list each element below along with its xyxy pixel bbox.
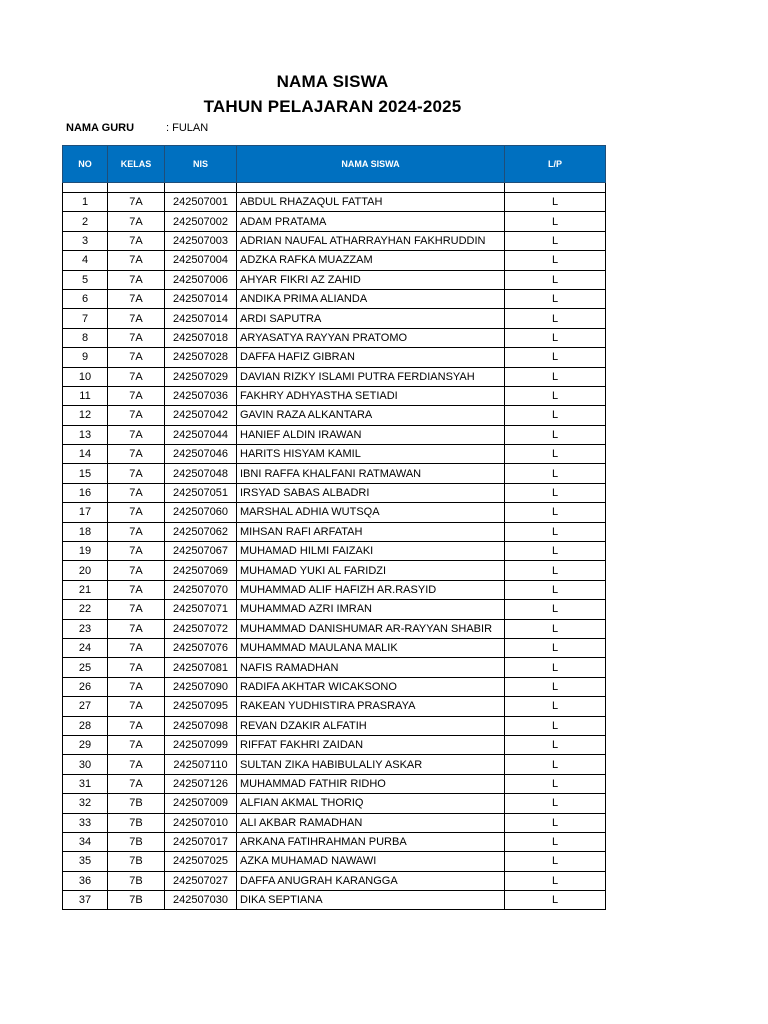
teacher-label: NAMA GURU <box>66 122 135 134</box>
table-row <box>63 794 606 813</box>
table-row <box>63 309 606 328</box>
table-row <box>63 425 606 444</box>
cell-no: 16 <box>63 483 108 502</box>
teacher-value: : FULAN <box>166 122 209 134</box>
cell-no: 25 <box>63 658 108 677</box>
table-row <box>63 774 606 793</box>
cell-no: 32 <box>63 794 108 813</box>
cell-kelas: 7B <box>108 871 165 890</box>
cell-nis: 242507004 <box>165 251 237 270</box>
cell-no: 7 <box>63 309 108 328</box>
cell-lp: L <box>505 309 606 328</box>
cell-lp: L <box>505 774 606 793</box>
table-row <box>63 755 606 774</box>
cell-nama: ADZKA RAFKA MUAZZAM <box>237 251 505 270</box>
cell-no: 19 <box>63 542 108 561</box>
cell-kelas: 7A <box>108 716 165 735</box>
cell-nis: 242507060 <box>165 503 237 522</box>
cell-nama: MUHAMMAD DANISHUMAR AR-RAYYAN SHABIR <box>237 619 505 638</box>
cell-no: 30 <box>63 755 108 774</box>
cell-no: 18 <box>63 522 108 541</box>
cell-kelas: 7A <box>108 600 165 619</box>
cell-nama: ARKANA FATIHRAHMAN PURBA <box>237 832 505 851</box>
cell-nis: 242507110 <box>165 755 237 774</box>
cell-nama: MUHAMMAD FATHIR RIDHO <box>237 774 505 793</box>
cell-kelas: 7B <box>108 794 165 813</box>
cell-kelas: 7A <box>108 386 165 405</box>
cell-nama: DAFFA ANUGRAH KARANGGA <box>237 871 505 890</box>
header-nama-siswa: NAMA SISWA <box>237 146 505 183</box>
cell-nis: 242507099 <box>165 735 237 754</box>
cell-nama: DAFFA HAFIZ GIBRAN <box>237 348 505 367</box>
cell-no: 23 <box>63 619 108 638</box>
cell-no: 4 <box>63 251 108 270</box>
table-row <box>63 483 606 502</box>
spacer-cell <box>237 183 505 193</box>
cell-no: 22 <box>63 600 108 619</box>
cell-no: 10 <box>63 367 108 386</box>
cell-lp: L <box>505 522 606 541</box>
cell-no: 15 <box>63 464 108 483</box>
spacer-cell <box>505 183 606 193</box>
cell-nama: RAKEAN YUDHISTIRA PRASRAYA <box>237 697 505 716</box>
cell-nama: HARITS HISYAM KAMIL <box>237 445 505 464</box>
cell-nama: SULTAN ZIKA HABIBULALIY ASKAR <box>237 755 505 774</box>
cell-kelas: 7A <box>108 561 165 580</box>
cell-nama: DIKA SEPTIANA <box>237 891 505 910</box>
cell-nis: 242507006 <box>165 270 237 289</box>
cell-nis: 242507046 <box>165 445 237 464</box>
cell-nis: 242507126 <box>165 774 237 793</box>
cell-nama: NAFIS RAMADHAN <box>237 658 505 677</box>
cell-no: 35 <box>63 852 108 871</box>
spacer-cell <box>63 183 108 193</box>
cell-no: 36 <box>63 871 108 890</box>
cell-nis: 242507090 <box>165 677 237 696</box>
cell-kelas: 7A <box>108 231 165 250</box>
cell-lp: L <box>505 697 606 716</box>
cell-lp: L <box>505 328 606 347</box>
table-row <box>63 735 606 754</box>
header-lp: L/P <box>505 146 606 183</box>
table-row <box>63 542 606 561</box>
cell-nama: FAKHRY ADHYASTHA SETIADI <box>237 386 505 405</box>
cell-kelas: 7A <box>108 503 165 522</box>
cell-lp: L <box>505 367 606 386</box>
cell-no: 6 <box>63 289 108 308</box>
cell-lp: L <box>505 231 606 250</box>
cell-lp: L <box>505 638 606 657</box>
cell-kelas: 7A <box>108 289 165 308</box>
table-row <box>63 677 606 696</box>
cell-kelas: 7A <box>108 774 165 793</box>
cell-no: 27 <box>63 697 108 716</box>
cell-kelas: 7A <box>108 638 165 657</box>
cell-lp: L <box>505 289 606 308</box>
cell-kelas: 7A <box>108 251 165 270</box>
cell-no: 37 <box>63 891 108 910</box>
table-row <box>63 386 606 405</box>
cell-lp: L <box>505 619 606 638</box>
cell-kelas: 7A <box>108 755 165 774</box>
cell-nama: REVAN DZAKIR ALFATIH <box>237 716 505 735</box>
cell-no: 31 <box>63 774 108 793</box>
table-row <box>63 270 606 289</box>
cell-nis: 242507076 <box>165 638 237 657</box>
cell-no: 24 <box>63 638 108 657</box>
cell-lp: L <box>505 483 606 502</box>
cell-no: 14 <box>63 445 108 464</box>
header-nis: NIS <box>165 146 237 183</box>
student-table <box>62 145 606 910</box>
cell-kelas: 7A <box>108 735 165 754</box>
cell-kelas: 7A <box>108 309 165 328</box>
table-row <box>63 445 606 464</box>
cell-nama: MUHAMMAD ALIF HAFIZH AR.RASYID <box>237 580 505 599</box>
table-row <box>63 328 606 347</box>
table-row <box>63 522 606 541</box>
cell-nama: ADAM PRATAMA <box>237 212 505 231</box>
cell-kelas: 7A <box>108 270 165 289</box>
cell-lp: L <box>505 386 606 405</box>
cell-kelas: 7A <box>108 425 165 444</box>
cell-no: 34 <box>63 832 108 851</box>
cell-nis: 242507048 <box>165 464 237 483</box>
cell-nama: IRSYAD SABAS ALBADRI <box>237 483 505 502</box>
cell-nama: ADRIAN NAUFAL ATHARRAYHAN FAKHRUDDIN <box>237 231 505 250</box>
cell-lp: L <box>505 871 606 890</box>
cell-lp: L <box>505 794 606 813</box>
cell-kelas: 7A <box>108 580 165 599</box>
cell-kelas: 7B <box>108 832 165 851</box>
cell-no: 8 <box>63 328 108 347</box>
table-row <box>63 638 606 657</box>
table-row <box>63 348 606 367</box>
cell-lp: L <box>505 212 606 231</box>
cell-nama: RADIFA AKHTAR WICAKSONO <box>237 677 505 696</box>
cell-nama: HANIEF ALDIN IRAWAN <box>237 425 505 444</box>
cell-kelas: 7A <box>108 542 165 561</box>
cell-nama: MUHAMMAD MAULANA MALIK <box>237 638 505 657</box>
cell-nama: ABDUL RHAZAQUL FATTAH <box>237 193 505 212</box>
cell-lp: L <box>505 503 606 522</box>
spacer-cell <box>165 183 237 193</box>
cell-lp: L <box>505 852 606 871</box>
cell-nama: MUHAMMAD AZRI IMRAN <box>237 600 505 619</box>
cell-lp: L <box>505 658 606 677</box>
cell-no: 28 <box>63 716 108 735</box>
cell-lp: L <box>505 270 606 289</box>
table-row <box>63 832 606 851</box>
table-body <box>63 183 606 910</box>
cell-no: 12 <box>63 406 108 425</box>
cell-nis: 242507044 <box>165 425 237 444</box>
cell-no: 33 <box>63 813 108 832</box>
cell-nis: 242507014 <box>165 309 237 328</box>
cell-kelas: 7B <box>108 813 165 832</box>
cell-nama: ALFIAN AKMAL THORIQ <box>237 794 505 813</box>
cell-lp: L <box>505 348 606 367</box>
cell-no: 1 <box>63 193 108 212</box>
spacer-cell <box>108 183 165 193</box>
cell-nis: 242507051 <box>165 483 237 502</box>
cell-nama: ANDIKA PRIMA ALIANDA <box>237 289 505 308</box>
document-subtitle: TAHUN PELAJARAN 2024-2025 <box>203 97 462 116</box>
cell-lp: L <box>505 891 606 910</box>
table-row <box>63 464 606 483</box>
cell-no: 2 <box>63 212 108 231</box>
cell-kelas: 7A <box>108 658 165 677</box>
cell-lp: L <box>505 755 606 774</box>
cell-nis: 242507014 <box>165 289 237 308</box>
cell-nama: ARYASATYA RAYYAN PRATOMO <box>237 328 505 347</box>
cell-kelas: 7A <box>108 522 165 541</box>
cell-no: 17 <box>63 503 108 522</box>
teacher-row <box>66 122 208 134</box>
table-row <box>63 600 606 619</box>
cell-no: 13 <box>63 425 108 444</box>
table-row <box>63 697 606 716</box>
table-row <box>63 251 606 270</box>
cell-kelas: 7A <box>108 445 165 464</box>
cell-kelas: 7B <box>108 891 165 910</box>
cell-nis: 242507029 <box>165 367 237 386</box>
cell-nis: 242507002 <box>165 212 237 231</box>
cell-lp: L <box>505 600 606 619</box>
cell-nama: AZKA MUHAMAD NAWAWI <box>237 852 505 871</box>
cell-nis: 242507072 <box>165 619 237 638</box>
cell-lp: L <box>505 735 606 754</box>
table-row <box>63 406 606 425</box>
cell-no: 21 <box>63 580 108 599</box>
cell-nis: 242507030 <box>165 891 237 910</box>
cell-nis: 242507028 <box>165 348 237 367</box>
table-row <box>63 193 606 212</box>
cell-kelas: 7A <box>108 406 165 425</box>
cell-nis: 242507062 <box>165 522 237 541</box>
cell-nis: 242507003 <box>165 231 237 250</box>
cell-no: 26 <box>63 677 108 696</box>
cell-nis: 242507001 <box>165 193 237 212</box>
cell-nis: 242507081 <box>165 658 237 677</box>
cell-nama: DAVIAN RIZKY ISLAMI PUTRA FERDIANSYAH <box>237 367 505 386</box>
cell-kelas: 7A <box>108 697 165 716</box>
table-row <box>63 658 606 677</box>
cell-no: 9 <box>63 348 108 367</box>
cell-lp: L <box>505 677 606 696</box>
cell-nis: 242507069 <box>165 561 237 580</box>
cell-nis: 242507017 <box>165 832 237 851</box>
cell-lp: L <box>505 193 606 212</box>
cell-nis: 242507010 <box>165 813 237 832</box>
table-row <box>63 503 606 522</box>
table-row <box>63 619 606 638</box>
cell-no: 5 <box>63 270 108 289</box>
cell-nama: MUHAMAD YUKI AL FARIDZI <box>237 561 505 580</box>
table-row <box>63 891 606 910</box>
cell-nis: 242507027 <box>165 871 237 890</box>
cell-nama: MUHAMAD HILMI FAIZAKI <box>237 542 505 561</box>
cell-nama: ALI AKBAR RAMADHAN <box>237 813 505 832</box>
cell-nama: GAVIN RAZA ALKANTARA <box>237 406 505 425</box>
cell-nis: 242507036 <box>165 386 237 405</box>
cell-nis: 242507009 <box>165 794 237 813</box>
cell-nama: RIFFAT FAKHRI ZAIDAN <box>237 735 505 754</box>
cell-nis: 242507095 <box>165 697 237 716</box>
cell-nama: ARDI SAPUTRA <box>237 309 505 328</box>
cell-lp: L <box>505 406 606 425</box>
document-title: NAMA SISWA <box>276 72 389 91</box>
cell-lp: L <box>505 580 606 599</box>
cell-no: 29 <box>63 735 108 754</box>
cell-kelas: 7A <box>108 464 165 483</box>
cell-nis: 242507071 <box>165 600 237 619</box>
cell-kelas: 7A <box>108 212 165 231</box>
cell-lp: L <box>505 445 606 464</box>
cell-nis: 242507018 <box>165 328 237 347</box>
cell-no: 3 <box>63 231 108 250</box>
table-row <box>63 871 606 890</box>
cell-nama: MIHSAN RAFI ARFATAH <box>237 522 505 541</box>
table-row <box>63 580 606 599</box>
table-row <box>63 813 606 832</box>
spacer-row <box>63 183 606 193</box>
header-kelas: KELAS <box>108 146 165 183</box>
table-row <box>63 212 606 231</box>
table-row <box>63 561 606 580</box>
cell-kelas: 7A <box>108 348 165 367</box>
table-row <box>63 231 606 250</box>
cell-lp: L <box>505 464 606 483</box>
cell-nama: IBNI RAFFA KHALFANI RATMAWAN <box>237 464 505 483</box>
cell-lp: L <box>505 716 606 735</box>
table-row <box>63 852 606 871</box>
cell-kelas: 7A <box>108 328 165 347</box>
table-row <box>63 367 606 386</box>
cell-lp: L <box>505 542 606 561</box>
cell-lp: L <box>505 832 606 851</box>
cell-no: 20 <box>63 561 108 580</box>
table-header-row <box>63 146 606 183</box>
cell-kelas: 7A <box>108 483 165 502</box>
cell-kelas: 7B <box>108 852 165 871</box>
cell-nama: AHYAR FIKRI AZ ZAHID <box>237 270 505 289</box>
cell-kelas: 7A <box>108 367 165 386</box>
cell-nis: 242507070 <box>165 580 237 599</box>
cell-lp: L <box>505 251 606 270</box>
cell-no: 11 <box>63 386 108 405</box>
table-row <box>63 289 606 308</box>
cell-nis: 242507042 <box>165 406 237 425</box>
cell-nis: 242507025 <box>165 852 237 871</box>
cell-nis: 242507098 <box>165 716 237 735</box>
cell-lp: L <box>505 561 606 580</box>
cell-kelas: 7A <box>108 677 165 696</box>
cell-lp: L <box>505 425 606 444</box>
cell-lp: L <box>505 813 606 832</box>
cell-kelas: 7A <box>108 193 165 212</box>
cell-nis: 242507067 <box>165 542 237 561</box>
header-no: NO <box>63 146 108 183</box>
table-row <box>63 716 606 735</box>
cell-kelas: 7A <box>108 619 165 638</box>
cell-nama: MARSHAL ADHIA WUTSQA <box>237 503 505 522</box>
